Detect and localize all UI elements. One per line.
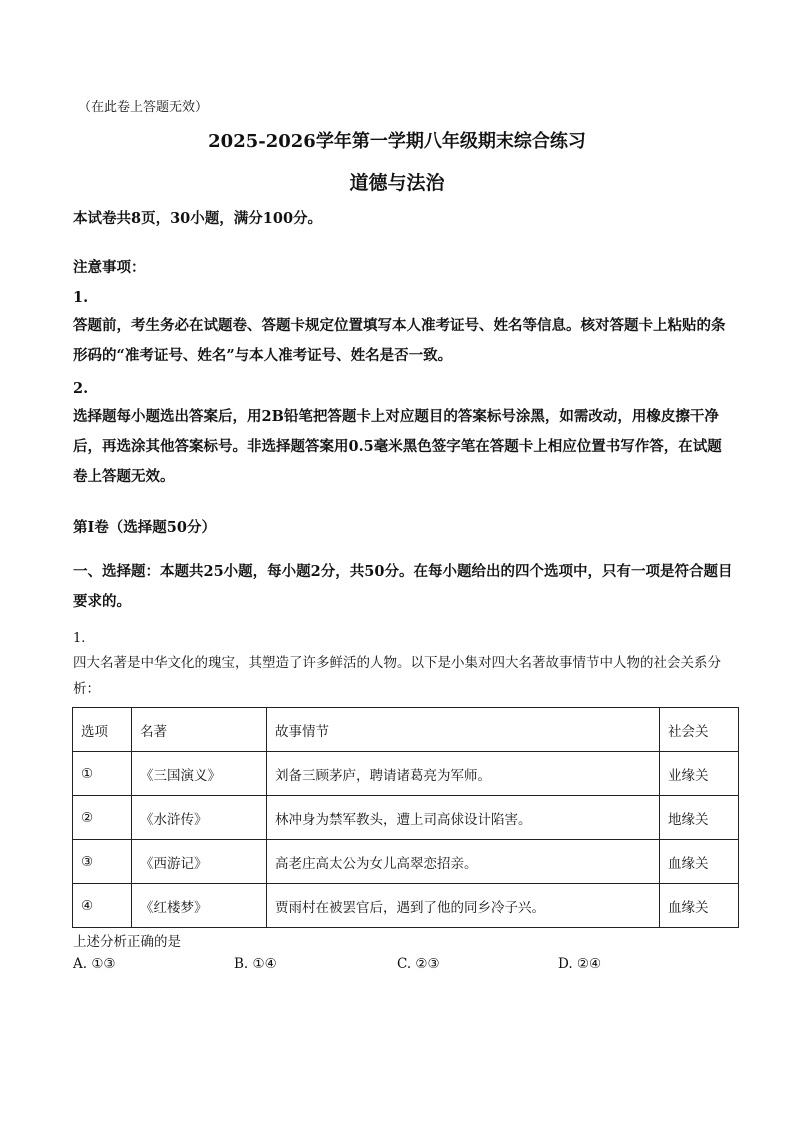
- table-cell: 血缘关: [660, 840, 739, 884]
- table-header-cell: 名著: [132, 708, 267, 752]
- table-header-cell: 选项: [73, 708, 132, 752]
- option-b[interactable]: B. ①④: [234, 956, 277, 972]
- section-instruction: 一、选择题：本题共25小题，每小题2分，共50分。在每小题给出的四个选项中，只有一项是符合题目要求的。: [73, 563, 733, 610]
- table-cell: 血缘关: [660, 884, 739, 928]
- subject-title: 道德与法治: [349, 172, 445, 194]
- notice-item-text: 选择题每小题选出答案后，用2B铅笔把答题卡上对应题目的答案标号涂黑，如需改动，用橡皮擦干净后，再选涂其他答案标号。非选择题答案用0.5毫米黑色签字笔在答题卡上相应位置书写作答，在试题卷上答题无效。: [73, 408, 722, 485]
- table-cell: ③: [73, 840, 132, 884]
- table-cell: 林冲身为禁军教头，遭上司高俅设计陷害。: [267, 796, 660, 840]
- table-row: [73, 796, 739, 840]
- table-cell: 《水浒传》: [132, 796, 267, 840]
- table-cell: 《西游记》: [132, 840, 267, 884]
- option-a[interactable]: A. ①③: [73, 956, 116, 972]
- table-row: [73, 884, 739, 928]
- notice-item-number: 1.: [73, 289, 89, 306]
- question-prompt: 上述分析正确的是: [73, 934, 181, 950]
- table-cell: 《红楼梦》: [132, 884, 267, 928]
- question-stem: 四大名著是中华文化的瑰宝，其塑造了许多鲜活的人物。以下是小集对四大名著故事情节中人物的社会关系分析：: [73, 655, 721, 697]
- exam-title: 2025-2026学年第一学期八年级期末综合练习: [208, 131, 586, 152]
- table-cell: 业缘关: [660, 752, 739, 796]
- notice-item-text: 答题前，考生务必在试题卷、答题卡规定位置填写本人准考证号、姓名等信息。核对答题卡上粘贴的条形码的“准考证号、姓名”与本人准考证号、姓名是否一致。: [73, 317, 726, 364]
- table-header-cell: 故事情节: [267, 708, 660, 752]
- notice-heading: 注意事项：: [73, 259, 146, 276]
- table-cell: 地缘关: [660, 796, 739, 840]
- answer-invalid-note: （在此卷上答题无效）: [78, 100, 209, 115]
- option-c[interactable]: C. ②③: [397, 956, 440, 972]
- table-row: [73, 840, 739, 884]
- table-header-row: [73, 708, 739, 752]
- table-cell: 刘备三顾茅庐，聘请诸葛亮为军师。: [267, 752, 660, 796]
- table-cell: ④: [73, 884, 132, 928]
- table-cell: 高老庄高太公为女儿高翠恋招亲。: [267, 840, 660, 884]
- exam-info: 本试卷共8页，30小题，满分100分。: [73, 210, 323, 227]
- analysis-table: [72, 707, 739, 928]
- option-d[interactable]: D. ②④: [558, 956, 602, 972]
- section-title: 第Ⅰ卷（选择题50分）: [73, 519, 216, 536]
- table-header-cell: 社会关: [660, 708, 739, 752]
- table-row: [73, 752, 739, 796]
- table-cell: ②: [73, 796, 132, 840]
- notice-item-number: 2.: [73, 380, 89, 397]
- table-cell: 《三国演义》: [132, 752, 267, 796]
- question-number: 1.: [73, 631, 86, 646]
- table-cell: 贾雨村在被罢官后，遇到了他的同乡冷子兴。: [267, 884, 660, 928]
- table-cell: ①: [73, 752, 132, 796]
